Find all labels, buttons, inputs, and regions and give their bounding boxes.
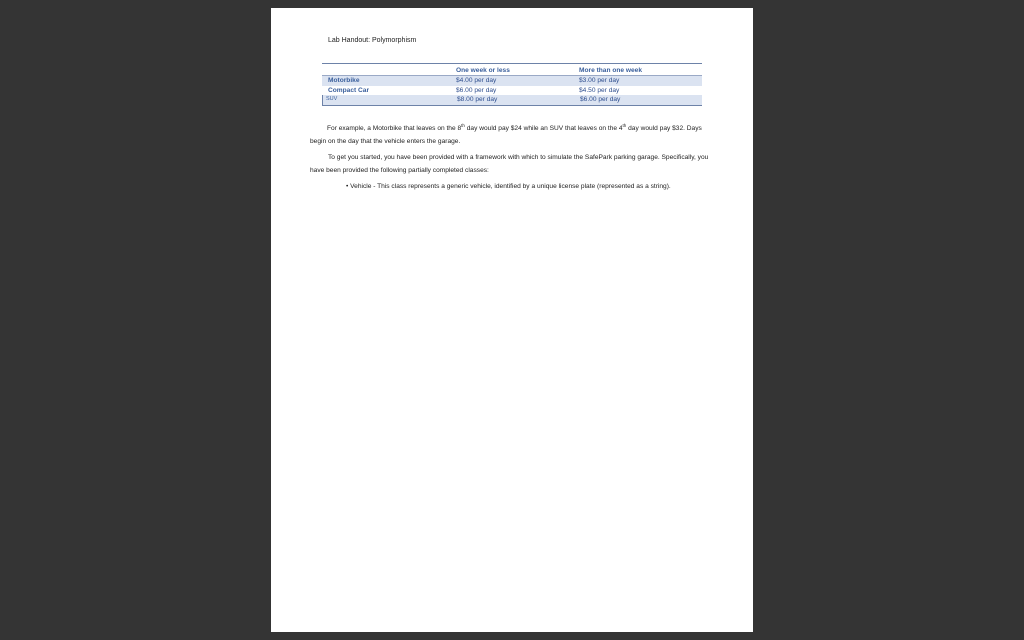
vehicle-name: Compact Car [328, 86, 370, 94]
rate-more-than-week: $4.50 per day [579, 86, 620, 94]
example-text-part1: For example, a Motorbike that leaves on the 8 [327, 125, 462, 132]
example-text-part2: day would pay $24 while an SUV that leaves on the 4 [464, 125, 623, 132]
table-row [322, 95, 702, 105]
document-page[interactable] [271, 8, 753, 632]
rate-week-or-less: $6.00 per day [456, 86, 497, 94]
bullet-item-vehicle: • Vehicle - This class represents a generic vehicle, identified by a unique license plate (represented as a string). [346, 183, 671, 190]
column-header-more-than-week: More than one week [579, 67, 643, 74]
superscript-th: th [622, 122, 627, 128]
superscript-th: th [461, 122, 465, 128]
intro-paragraph: To get you started, you have been provided with a framework with which to simulate the SafePark parking garage. Specifically, you have been provided the following partially completed classes: [310, 154, 709, 174]
vehicle-name: Motorbike [328, 77, 360, 84]
rate-week-or-less: $8.00 per day [457, 96, 498, 103]
table-header-row [322, 64, 702, 76]
example-text-part3: day would pay $32. Days begin on the day that the vehicle enters the garage. [310, 125, 702, 145]
rate-more-than-week: $6.00 per day [580, 96, 621, 103]
rate-more-than-week: $3.00 per day [579, 77, 620, 84]
column-header-week-or-less: One week or less [456, 67, 510, 74]
rate-table [322, 63, 702, 106]
table-row [322, 76, 702, 86]
vehicle-name: SUV [326, 96, 338, 102]
table-row [322, 86, 702, 96]
rate-week-or-less: $4.00 per day [456, 77, 497, 84]
example-paragraph [310, 122, 710, 148]
document-header: Lab Handout: Polymorphism [328, 37, 417, 44]
